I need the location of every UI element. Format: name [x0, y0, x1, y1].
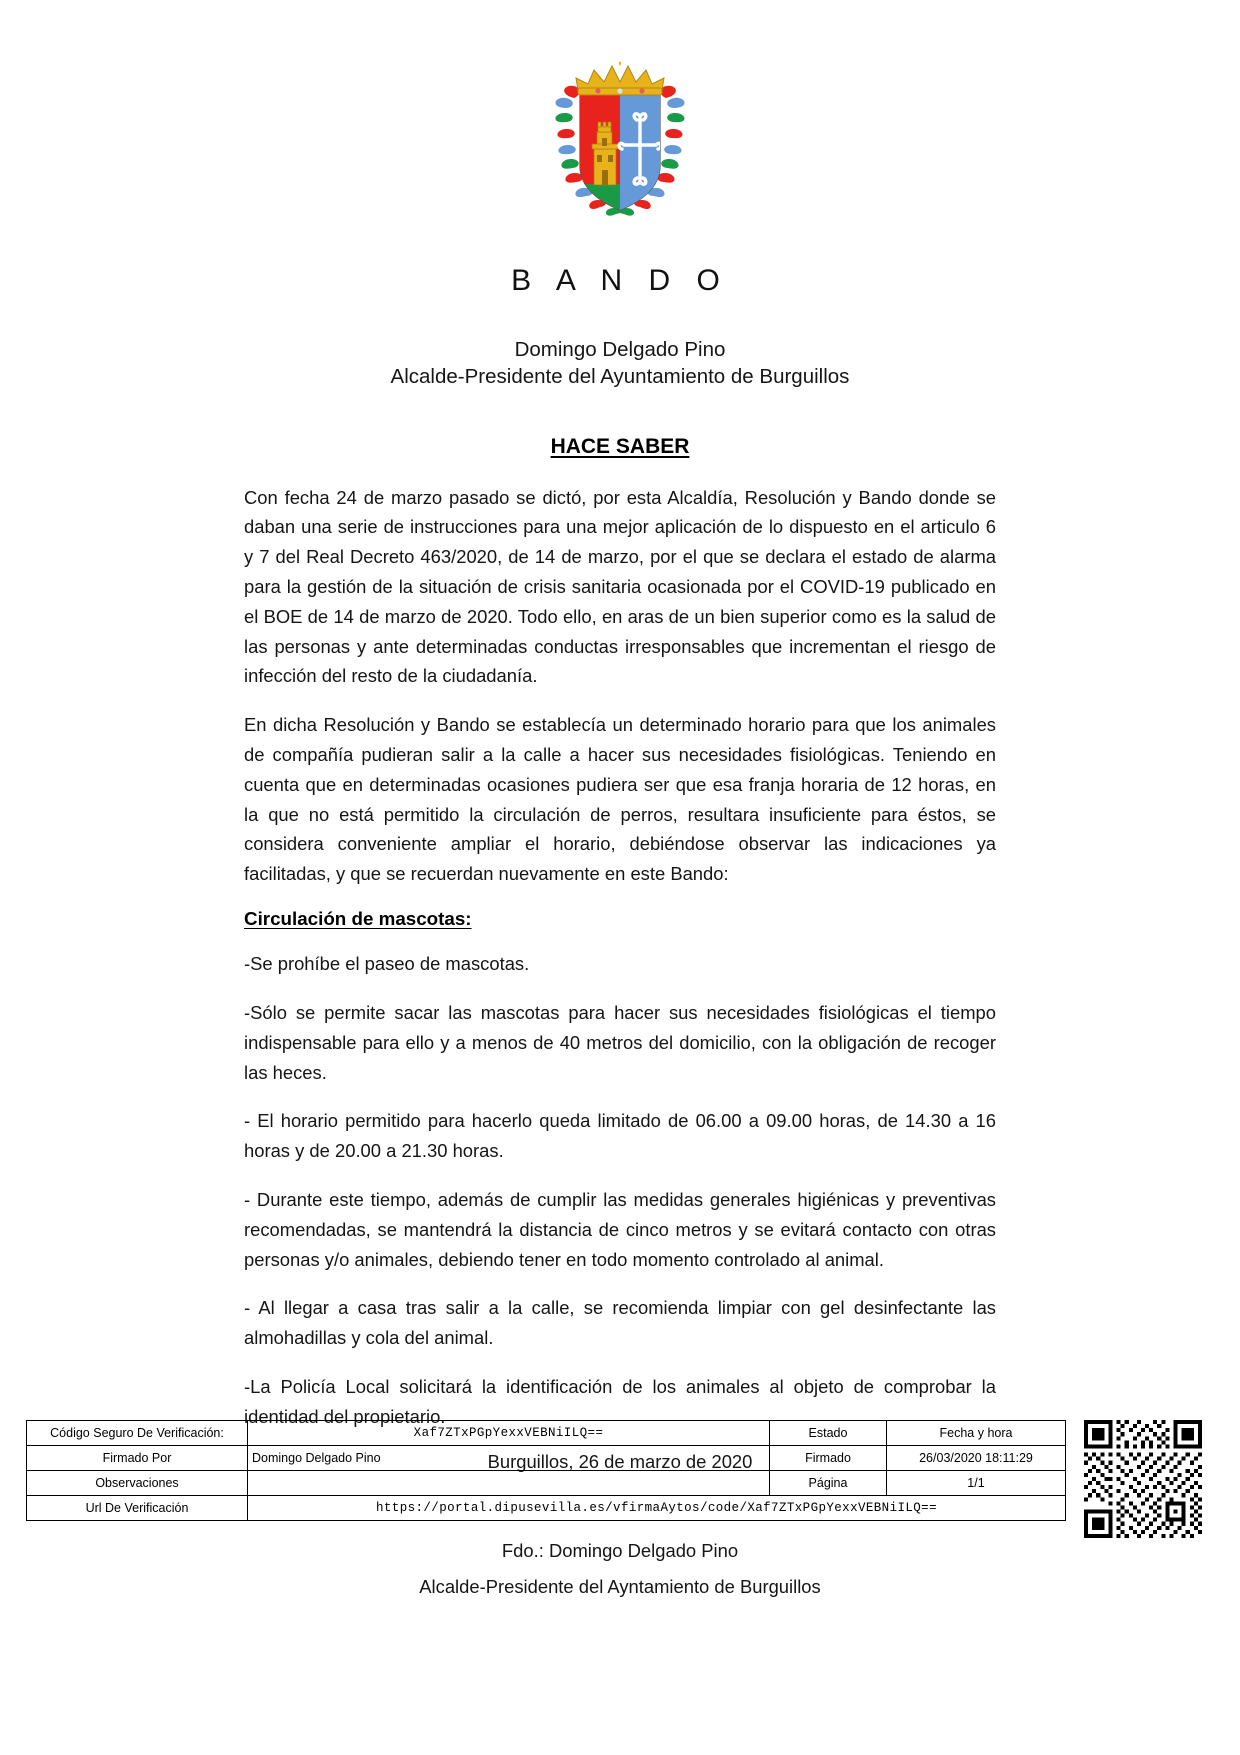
rule-item-4: - Durante este tiempo, además de cumplir las medidas generales higiénicas y preventivas recomendadas, se mantendrá la distancia de cinco metros y se evitará contacto con otras personas y/o animales, debiendo tener en todo momento controlado al animal.	[244, 1188, 996, 1270]
table-row	[27, 1446, 1066, 1471]
datetime-label: Fecha y hora	[887, 1421, 1066, 1446]
rule-item-6: -La Policía Local solicitará la identificación de los animales al objeto de comprobar la identidad del propietario.	[244, 1376, 996, 1427]
rule-item-3: - El horario permitido para hacerlo queda limitado de 06.00 a 09.00 horas, de 14.30 a 16 horas y de 20.00 a 21.30 horas.	[244, 1110, 996, 1162]
observations-label: Observaciones	[27, 1471, 248, 1496]
signed-by-value: Domingo Delgado Pino	[248, 1446, 770, 1471]
mayor-block	[0, 336, 1240, 391]
page-label: Página	[770, 1471, 887, 1496]
verification-footer	[26, 1420, 1214, 1538]
mayor-role: Alcalde-Presidente del Ayuntamiento de Burguillos	[390, 365, 850, 389]
crest-container	[0, 0, 1240, 220]
page-title: B A N D O	[511, 264, 729, 297]
table-row	[27, 1496, 1066, 1521]
signed-by-label: Firmado Por	[27, 1446, 248, 1471]
coat-of-arms-icon	[536, 58, 704, 220]
signature-role: Alcalde-Presidente del Ayntamiento de Burguillos	[419, 1575, 821, 1597]
paragraph-2: En dicha Resolución y Bando se establecía un determinado horario para que los animales de compañía pudieran salir a la calle a hacer sus necesidades fisiológicas. Teniendo en cuenta que en determinadas ocasiones pudiera ser que esa franja horaria de 12 horas, en la que no está permitido la circulación de perros, resultara insuficiente para éstos, se considera conveniente ampliar el horario, debiéndose observar las indicaciones ya facilitadas, y que se recuerdan nuevamente en este Bando:	[244, 714, 996, 885]
pets-heading: Circulación de mascotas:	[244, 908, 472, 930]
place-and-date: Burguillos, 26 de marzo de 2020	[487, 1450, 753, 1472]
csv-value: Xaf7ZTxPGpYexxVEBNiILQ==	[248, 1421, 770, 1446]
csv-label: Código Seguro De Verificación:	[27, 1421, 248, 1446]
observations-value	[248, 1471, 770, 1496]
url-value[interactable]: https://portal.dipusevilla.es/vfirmaAytos/code/Xaf7ZTxPGpYexxVEBNiILQ==	[248, 1496, 1066, 1521]
rule-item-1: -Se prohíbe el paseo de mascotas.	[244, 953, 530, 975]
page-value: 1/1	[887, 1471, 1066, 1496]
table-row	[27, 1471, 1066, 1496]
proclaim-heading: HACE SABER	[550, 434, 690, 458]
rule-item-5: - Al llegar a casa tras salir a la calle, se recomienda limpiar con gel desinfectante las almohadillas y cola del animal.	[244, 1297, 996, 1349]
table-row	[27, 1421, 1066, 1446]
signature-block	[244, 1533, 996, 1605]
signature-name: Fdo.: Domingo Delgado Pino	[501, 1539, 739, 1561]
mayor-name: Domingo Delgado Pino	[514, 338, 726, 361]
verification-table	[26, 1420, 1066, 1521]
datetime-value: 26/03/2020 18:11:29	[887, 1446, 1066, 1471]
state-label: Estado	[770, 1421, 887, 1446]
url-label: Url De Verificación	[27, 1496, 248, 1521]
state-value: Firmado	[770, 1446, 887, 1471]
paragraph-1: Con fecha 24 de marzo pasado se dictó, por esta Alcaldía, Resolución y Bando donde se daban una serie de instrucciones para una mejor aplicación de lo dispuesto en el articulo 6 y 7 del Real Decreto 463/2020, de 14 de marzo, por el que se declara el estado de alarma para la gestión de la situación de crisis sanitaria ocasionada por el COVID-19 publicado en el BOE de 14 de marzo de 2020. Todo ello, en aras de un bien superior como es la salud de las personas y ante determinadas conductas irresponsables que incrementan el riesgo de infección del resto de la ciudadanía.	[244, 486, 996, 687]
rule-item-2: -Sólo se permite sacar las mascotas para hacer sus necesidades fisiológicas el tiempo indispensable para ello y a menos de 40 metros del domicilio, con la obligación de recoger las heces.	[244, 1001, 996, 1083]
qr-code-verificacion-icon	[1084, 1420, 1202, 1538]
